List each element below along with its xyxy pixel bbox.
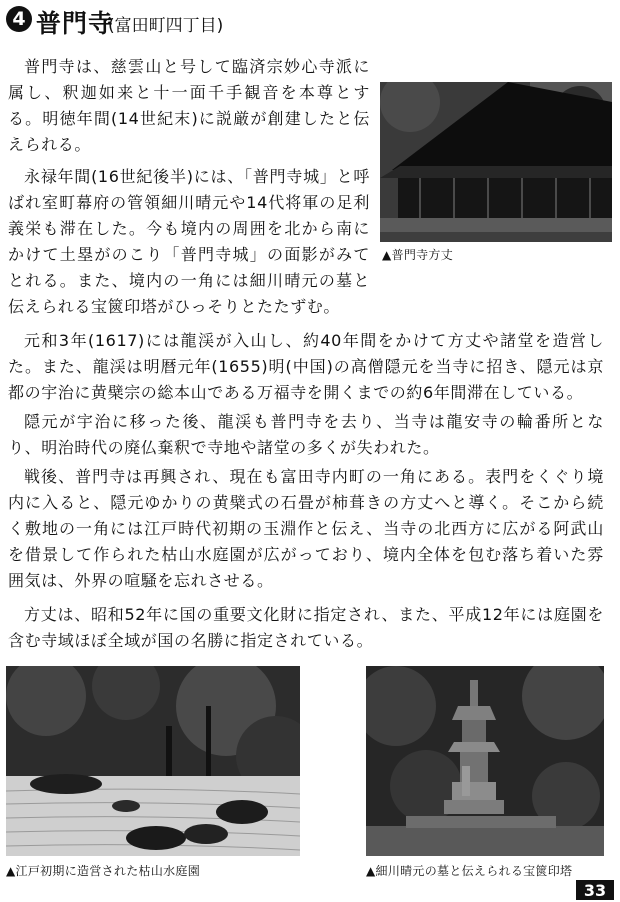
hojo-photo (380, 82, 612, 242)
pagoda-photo-image (366, 666, 604, 856)
page-number: 33 (576, 880, 614, 900)
garden-photo-caption: ▲江戸初期に造営された枯山水庭園 (6, 864, 201, 878)
paragraph-postwar: 戦後、普門寺は再興され、現在も富田寺内町の一角にある。表門をくぐり境内に入ると、隠元ゆかりの黄檗式の石畳が柿葺きの方丈へと導く。そこから続く敷地の一角には江戸時代初期の玉淵作と伝え、当寺の北西方に広がる阿武山を借景して作られた枯山水庭園が広がっており、境内全体を包む落ち着いた雰囲気は、外界の喧騒を忘れさせる。 (8, 467, 604, 590)
paragraph-castle: 永禄年間(16世紀後半)には、「普門寺城」と呼ばれ室町幕府の管領細川晴元や14代将軍の足利義栄も滞在した。今も境内の周囲を北から南にかけて土塁がのこり「普門寺城」の面影がみてとれる。また、境内の一角には細川晴元の墓と伝えられる宝篋印塔がひっそりとたたずむ。 (8, 167, 370, 316)
paragraph-meiji: 隠元が宇治に移った後、龍渓も普門寺を去り、当寺は龍安寺の輪番所となり、明治時代の廃仏棄釈で寺地や諸堂の多くが失われた。 (8, 412, 604, 457)
garden-photo-image (6, 666, 300, 856)
paragraph-intro: 普門寺は、慈雲山と号して臨済宗妙心寺派に属し、釈迦如来と十一面千手観音を本尊とする。明徳年間(14世紀末)に説厳が創建したと伝えられる。 (8, 57, 370, 154)
paragraph-ryukei: 元和3年(1617)には龍渓が入山し、約40年間をかけて方丈や諸堂を造営した。また、龍渓は明暦元年(1655)明(中国)の高僧隠元を当寺に招き、隠元は京都の宇治に黄檗宗の総本山である万福寺を開くまでの約6年間滞在している。 (8, 331, 604, 402)
section-number-badge: 4 (6, 6, 32, 32)
article-location: (富田町四丁目) (108, 16, 224, 36)
garden-photo (6, 666, 300, 856)
pagoda-photo (366, 666, 604, 856)
hojo-photo-image (380, 82, 612, 242)
hojo-photo-caption: ▲普門寺方丈 (382, 248, 454, 262)
paragraph-designation: 方丈は、昭和52年に国の重要文化財に指定され、また、平成12年には庭園を含む寺域ほぼ全域が国の名勝に指定されている。 (8, 605, 604, 650)
article-title: 普門寺 (36, 9, 115, 38)
pagoda-photo-caption: ▲細川晴元の墓と伝えられる宝篋印塔 (366, 864, 573, 878)
article-header (6, 4, 606, 38)
